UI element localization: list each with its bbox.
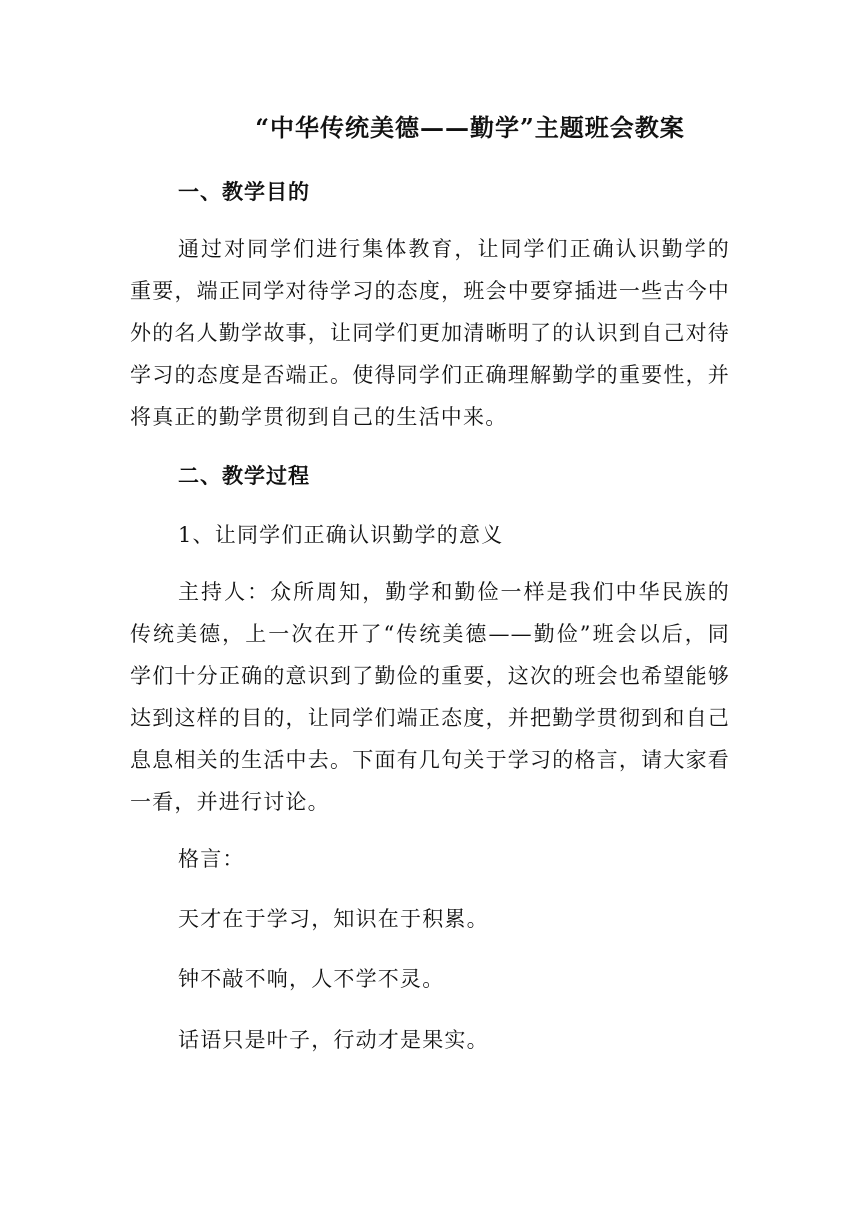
host-paragraph: 主持人：众所周知，勤学和勤俭一样是我们中华民族的传统美德，上一次在开了“传统美德——勤俭”班会以后，同学们十分正确的意识到了勤俭的重要，这次的班会也希望能够达到这样的目的，让同学们端正态度，并把勤学贯彻到和自己息息相关的生活中去。下面有几句关于学习的格言，请大家看一看，并进行讨论。 bbox=[130, 580, 730, 814]
section-heading-teaching-process: 二、教学过程 bbox=[178, 463, 310, 488]
document-title: “中华传统美德——勤学”主题班会教案 bbox=[255, 113, 685, 142]
maxim-item: 话语只是叶子，行动才是果实。 bbox=[178, 1028, 489, 1052]
maxims-label: 格言： bbox=[178, 847, 245, 871]
teaching-goal-paragraph: 通过对同学们进行集体教育，让同学们正确认识勤学的重要，端正同学对待学习的态度，班会中要穿插进一些古今中外的名人勤学故事，让同学们更加清晰明了的认识到自己对待学习的态度是否端正。使得同学们正确理解勤学的重要性，并将真正的勤学贯彻到自己的生活中来。 bbox=[130, 237, 730, 429]
process-item-1: 1、让同学们正确认识勤学的意义 bbox=[178, 523, 504, 547]
maxim-item: 天才在于学习，知识在于积累。 bbox=[178, 907, 489, 931]
maxim-item: 钟不敲不响，人不学不灵。 bbox=[178, 967, 445, 991]
section-heading-teaching-goal: 一、教学目的 bbox=[178, 179, 310, 204]
